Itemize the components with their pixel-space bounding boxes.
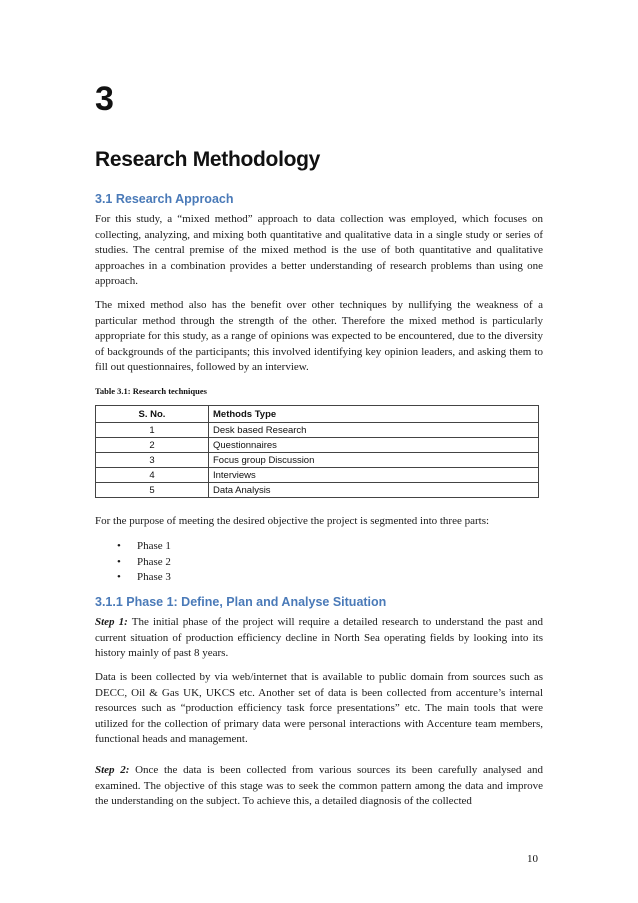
list-item — [95, 555, 171, 571]
table-row — [96, 438, 539, 453]
section-heading-3-1-1: 3.1.1 Phase 1: Define, Plan and Analyse Situation — [95, 595, 387, 609]
chapter-title: Research Methodology — [95, 148, 321, 171]
table-cell-sno: 1 — [96, 423, 209, 438]
bullet-icon: • — [117, 540, 121, 552]
list-item — [95, 570, 171, 586]
chapter-number: 3 — [95, 80, 114, 118]
phases-list — [95, 539, 171, 586]
paragraph-phases-intro: For the purpose of meeting the desired objective the project is segmented into three parts: — [95, 515, 490, 527]
bullet-icon: • — [117, 555, 121, 568]
research-techniques-table — [95, 405, 539, 498]
table-header-row — [96, 406, 539, 423]
paragraph-mixed-method-benefit: The mixed method also has the benefit over other techniques by nullifying the weakness of a particular method through the strength of the other. Therefore the mixed method is particularly appropriate for this study, as a range of opinions was expected to be encountered, due to the diversity of backgrounds of the participants; this involved identifying key opinion leaders, and asking them to fill out questionnaires, followed by an interview. — [95, 299, 543, 374]
table-row — [96, 483, 539, 498]
step-2-text: Once the data is been collected from various sources its been carefully analysed and examined. The objective of this stage was to seek the common pattern among the data and improve the understanding on the subject. To achieve this, a detailed diagnosis of the collected — [95, 764, 543, 808]
table-cell-method: Questionnaires — [209, 438, 539, 453]
section-heading-3-1: 3.1 Research Approach — [95, 192, 234, 206]
page-number: 10 — [527, 853, 538, 865]
table-row — [96, 453, 539, 468]
list-item-label: Phase 2 — [137, 555, 171, 568]
table-cell-method: Interviews — [209, 468, 539, 483]
paragraph-mixed-method: For this study, a “mixed method” approach to data collection was employed, which focuses on collecting, analyzing, and mixing both quantitative and qualitative data in a single study or series of studies. The central premise of the mixed method is the use of both quantitative and qualitative approaches in a combination provides a better understanding of research problems than using one approach. — [95, 213, 543, 288]
list-item — [95, 539, 171, 555]
list-item-label: Phase 1 — [137, 540, 171, 552]
paragraph-data-collection: Data is been collected by via web/internet that is available to public domain from sources such as DECC, Oil & Gas UK, UKCS etc. Another set of data is been collected from accenture’s internal resources such as “production efficiency task force presentations” etc. The main tools that were utilized for the collection of primary data were personal interactions with Accenture team members, functional heads and management. — [95, 671, 543, 746]
table-cell-method: Focus group Discussion — [209, 453, 539, 468]
column-header-methods-type: Methods Type — [209, 406, 539, 423]
table-row — [96, 423, 539, 438]
column-header-sno: S. No. — [96, 406, 209, 423]
table-cell-sno: 5 — [96, 483, 209, 498]
table-cell-method: Desk based Research — [209, 423, 539, 438]
paragraph-step-2 — [95, 763, 543, 810]
step-1-text: The initial phase of the project will require a detailed research to understand the past and current situation of production efficiency decline in North Sea operating fields by looking into its history mainly of past 8 years. — [95, 616, 543, 660]
step-1-label: Step 1: — [95, 616, 128, 628]
table-row — [96, 468, 539, 483]
table-cell-sno: 2 — [96, 438, 209, 453]
list-item-label: Phase 3 — [137, 571, 171, 584]
table-caption: Table 3.1: Research techniques — [95, 386, 207, 396]
table-cell-sno: 3 — [96, 453, 209, 468]
step-2-label: Step 2: — [95, 764, 130, 776]
table-cell-sno: 4 — [96, 468, 209, 483]
bullet-icon: • — [117, 571, 121, 584]
table-cell-method: Data Analysis — [209, 483, 539, 498]
paragraph-step-1 — [95, 615, 543, 662]
